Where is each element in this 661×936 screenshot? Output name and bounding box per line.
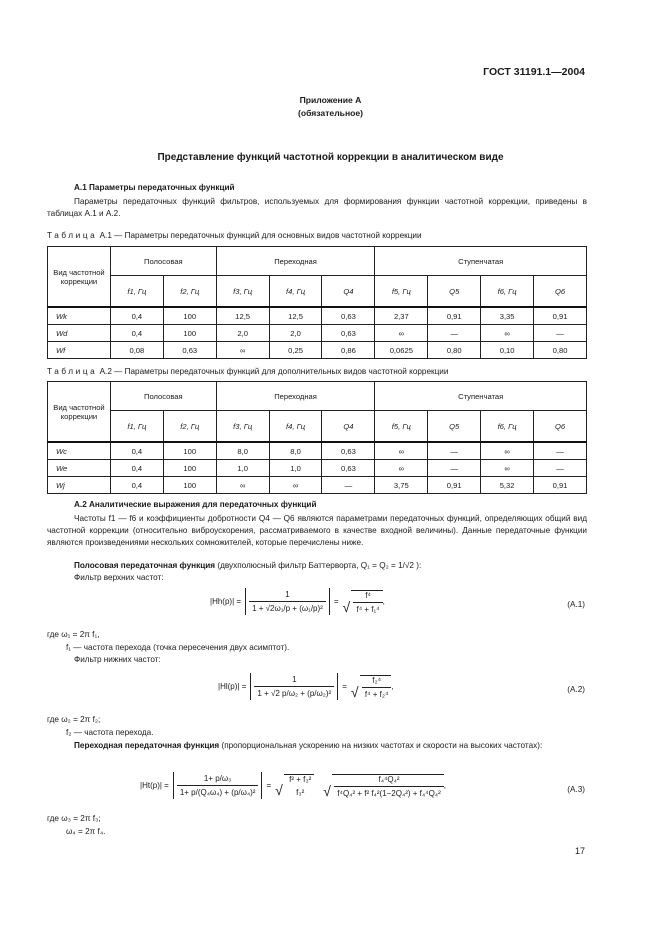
table-cell: 0,63 bbox=[163, 342, 216, 359]
header-sub: f4, Гц bbox=[269, 411, 322, 443]
table-cell: Wk bbox=[48, 307, 111, 325]
section-a1-heading: А.1 Параметры передаточных функций bbox=[74, 183, 235, 192]
header-group: Ступенчатая bbox=[375, 382, 587, 411]
table-cell: 100 bbox=[163, 460, 216, 477]
table-cell: 0,10 bbox=[481, 342, 534, 359]
section-a1-text: Параметры передаточных функций фильтров, используемых для формирования функции частотной коррекции, приведены в таблицах А.1 и А.2. bbox=[47, 197, 587, 218]
table-cell: 0,0625 bbox=[375, 342, 428, 359]
header-first-col: Вид частотной коррекции bbox=[48, 247, 111, 308]
table-cell: 8,0 bbox=[216, 442, 269, 460]
header-group: Полосовая bbox=[110, 382, 216, 411]
table-cell: 0,91 bbox=[534, 477, 587, 494]
table-cell: — bbox=[428, 460, 481, 477]
table-cell: 0,4 bbox=[110, 307, 163, 325]
table-cell: 100 bbox=[163, 477, 216, 494]
page-title: Представление функций частотной коррекции в аналитическом виде bbox=[157, 152, 504, 163]
formula-a1: |Hh(p)| = $\frac{1}{\text{1 + √2ω₁/p + (ω₁/p)²}}$ = √ $\frac{\text{f⁴}}{\text{f⁴ + f₁⁴}}$ , bbox=[210, 588, 385, 615]
table-cell: — bbox=[428, 325, 481, 342]
table-cell: ∞ bbox=[375, 460, 428, 477]
header-sub: f5, Гц bbox=[375, 276, 428, 308]
table-cell: Wd bbox=[48, 325, 111, 342]
formula-a3-label: (А.3) bbox=[567, 785, 585, 794]
table-cell: We bbox=[48, 460, 111, 477]
table-cell: 0,91 bbox=[428, 477, 481, 494]
header-group: Переходная bbox=[216, 382, 375, 411]
table-cell: 12,5 bbox=[216, 307, 269, 325]
table-cell: ∞ bbox=[269, 477, 322, 494]
header-sub: f6, Гц bbox=[481, 276, 534, 308]
header-first-col: Вид частотной коррекции bbox=[48, 382, 111, 443]
table-row bbox=[48, 325, 587, 342]
header-sub: f4, Гц bbox=[269, 276, 322, 308]
lowpass-label: Фильтр нижних частот: bbox=[74, 655, 161, 664]
bandpass-intro: Полосовая передаточная функция (двухполюсный фильтр Баттерворта, Q₁ = Q₂ = 1/√2 ): bbox=[74, 561, 422, 570]
table-a1 bbox=[47, 246, 587, 359]
table-cell: 0,25 bbox=[269, 342, 322, 359]
formula-a3: |Ht(p)| = $\frac{\text{1+ p/ω₃}}{\text{1+ p/(Q₄ω₄) + (p/ω₄)²}}$ = √ f² + f₃² f₃² √ $\frac{\text{f₄⁴Q₄²}}{\text{f⁴Q₄² + f² f₄²(1−2Q₄²) + f₄⁴Q₄²}}$ , bbox=[140, 772, 446, 799]
table-cell: — bbox=[428, 442, 481, 460]
table-row bbox=[48, 307, 587, 325]
table-cell: 0,4 bbox=[110, 442, 163, 460]
formula-a2-label: (А.2) bbox=[567, 685, 585, 694]
appendix-kind: (обязательное) bbox=[297, 108, 364, 118]
table-cell: 1,0 bbox=[269, 460, 322, 477]
table-cell: 0,63 bbox=[322, 460, 375, 477]
table-row bbox=[48, 442, 587, 460]
header-sub: Q6 bbox=[534, 411, 587, 443]
table-cell: Wc bbox=[48, 442, 111, 460]
header-sub: f6, Гц bbox=[481, 411, 534, 443]
table-row bbox=[48, 460, 587, 477]
appendix-title: Приложение А bbox=[299, 95, 362, 105]
table-row bbox=[48, 342, 587, 359]
table-cell: 100 bbox=[163, 325, 216, 342]
table-cell: 2,37 bbox=[375, 307, 428, 325]
table-cell: ∞ bbox=[216, 342, 269, 359]
header-group: Переходная bbox=[216, 247, 375, 276]
highpass-label: Фильтр верхних частот: bbox=[74, 573, 164, 582]
document-code: ГОСТ 31191.1—2004 bbox=[483, 66, 585, 78]
table-cell: 12,5 bbox=[269, 307, 322, 325]
header-sub: Q5 bbox=[428, 276, 481, 308]
header-sub: f2, Гц bbox=[163, 276, 216, 308]
table-cell: ∞ bbox=[216, 477, 269, 494]
section-a2-heading: А.2 Аналитические выражения для передаточных функций bbox=[74, 500, 317, 509]
transition-intro: Переходная передаточная функция (пропорциональная ускорению на низких частотах и скорости на высоких частотах): bbox=[74, 741, 543, 750]
table-cell: 1,0 bbox=[216, 460, 269, 477]
table-row bbox=[48, 477, 587, 494]
header-sub: Q4 bbox=[322, 411, 375, 443]
header-group: Ступенчатая bbox=[375, 247, 587, 276]
table-cell: 0,91 bbox=[428, 307, 481, 325]
header-sub: f1, Гц bbox=[110, 276, 163, 308]
table-cell: ∞ bbox=[481, 442, 534, 460]
table-cell: 3,35 bbox=[481, 307, 534, 325]
omega3-def: где ω₃ = 2π f₃; bbox=[47, 814, 101, 823]
table-cell: — bbox=[534, 325, 587, 342]
omega1-def: где ω₁ = 2π f₁, bbox=[47, 630, 100, 639]
table-cell: 100 bbox=[163, 307, 216, 325]
page-number: 17 bbox=[574, 846, 585, 856]
header-sub: f2, Гц bbox=[163, 411, 216, 443]
header-group: Полосовая bbox=[110, 247, 216, 276]
table-a1-caption: Таблица А.1 — Параметры передаточных функций для основных видов частотной коррекции bbox=[47, 231, 422, 240]
table-cell: 0,80 bbox=[428, 342, 481, 359]
section-a2-text: Частоты f1 — f6 и коэффициенты добротности Q4 — Q6 являются параметрами передаточных функций, определяющих общий вид частотной коррекции (относительно виброускорения, рассматриваемого в качестве входной величины). Данные передаточные функции являются произведениями нескольких сомножителей, которые перечислены ниже. bbox=[47, 514, 587, 547]
table-cell: 100 bbox=[163, 442, 216, 460]
table-cell: — bbox=[534, 460, 587, 477]
table-cell: 0,86 bbox=[322, 342, 375, 359]
table-cell: 0,08 bbox=[110, 342, 163, 359]
table-cell: 2,0 bbox=[269, 325, 322, 342]
table-cell: 3,75 bbox=[375, 477, 428, 494]
table-a2-caption: Таблица А.2 — Параметры передаточных функций для дополнительных видов частотной коррекции bbox=[47, 367, 449, 376]
table-cell: — bbox=[534, 442, 587, 460]
header-sub: f1, Гц bbox=[110, 411, 163, 443]
table-cell: ∞ bbox=[375, 325, 428, 342]
header-sub: f3, Гц bbox=[216, 411, 269, 443]
header-sub: Q6 bbox=[534, 276, 587, 308]
omega2-def: где ω₂ = 2π f₂; bbox=[47, 715, 101, 724]
table-a2 bbox=[47, 381, 587, 494]
header-sub: Q5 bbox=[428, 411, 481, 443]
table-cell: Wj bbox=[48, 477, 111, 494]
table-cell: 0,4 bbox=[110, 460, 163, 477]
table-cell: 0,4 bbox=[110, 325, 163, 342]
table-cell: ∞ bbox=[375, 442, 428, 460]
omega4-def: ω₄ = 2π f₄. bbox=[66, 827, 106, 836]
table-cell: 5,32 bbox=[481, 477, 534, 494]
header-sub: Q4 bbox=[322, 276, 375, 308]
table-cell: 8,0 bbox=[269, 442, 322, 460]
table-cell: — bbox=[322, 477, 375, 494]
table-cell: 0,91 bbox=[534, 307, 587, 325]
table-cell: ∞ bbox=[481, 325, 534, 342]
f1-def: f₁ — частота перехода (точка пересечения двух асимптот). bbox=[66, 643, 290, 652]
table-cell: 0,63 bbox=[322, 442, 375, 460]
table-cell: 0,80 bbox=[534, 342, 587, 359]
table-cell: 0,4 bbox=[110, 477, 163, 494]
table-cell: 0,63 bbox=[322, 325, 375, 342]
header-sub: f3, Гц bbox=[216, 276, 269, 308]
table-cell: Wf bbox=[48, 342, 111, 359]
formula-a2: |Hl(p)| = $\frac{1}{\text{1 + √2 p/ω₂ + (p/ω₂)²}}$ = √ $\frac{\text{f₂⁴}}{\text{f⁴ + f₂⁴}}$ , bbox=[218, 673, 394, 700]
formula-a1-label: (А.1) bbox=[567, 600, 585, 609]
table-cell: 2,0 bbox=[216, 325, 269, 342]
f2-def: f₂ — частота перехода. bbox=[66, 728, 154, 737]
table-cell: ∞ bbox=[481, 460, 534, 477]
header-sub: f5, Гц bbox=[375, 411, 428, 443]
table-cell: 0,63 bbox=[322, 307, 375, 325]
